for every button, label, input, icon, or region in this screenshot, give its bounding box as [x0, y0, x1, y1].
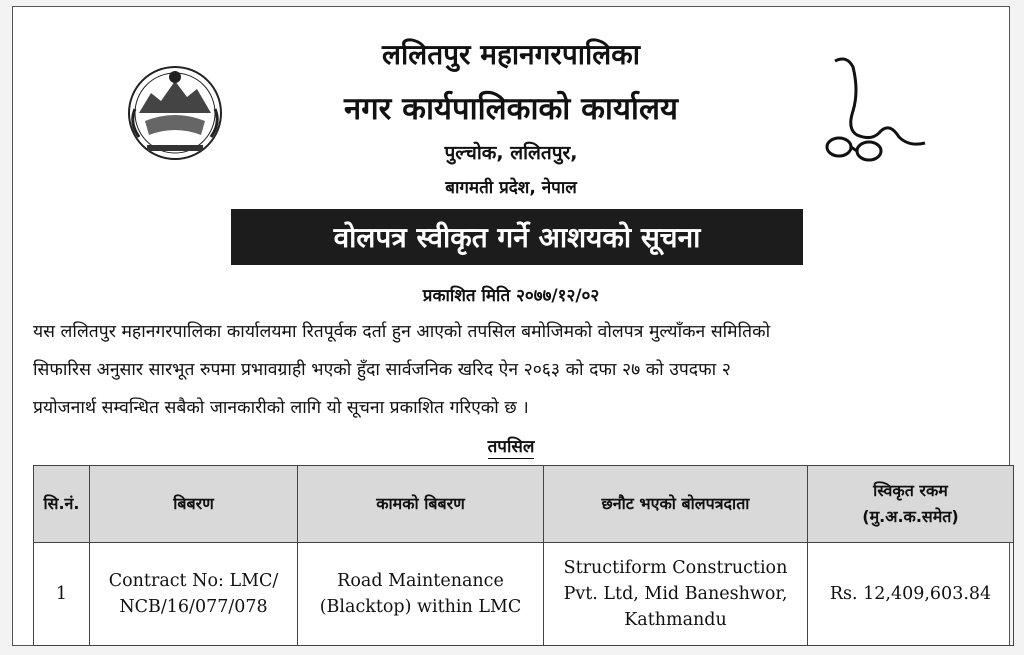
col-header-sn: सि.नं. — [34, 466, 90, 543]
award-table — [33, 465, 1014, 646]
cell-sn: 1 — [34, 543, 90, 646]
cell-work: Road Maintenance (Blacktop) within LMC — [298, 543, 544, 646]
table-header-row — [34, 466, 1014, 543]
table-row — [34, 543, 1014, 646]
published-date: प्रकाशित मिति २०७७/१२/०२ — [422, 286, 600, 306]
notice-page — [12, 6, 1010, 646]
schedule-label: तपसिल — [487, 437, 535, 457]
office-province: बागमती प्रदेश, नेपाल — [445, 178, 577, 198]
col-header-selected-bidder: छनौट भएको बोलपत्रदाता — [544, 466, 808, 543]
cell-contract: Contract No: LMC/ NCB/16/077/078 — [90, 543, 298, 646]
notice-title-banner: वोलपत्र स्वीकृत गर्ने आशयको सूचना — [231, 209, 803, 265]
body-line: यस ललितपुर महानगरपालिका कार्यालयमा रितपूर्वक दर्ता हुन आएको तपसिल बमोजिमको वोलपत्र मुल्याँकन समितिको — [33, 322, 771, 342]
body-line: सिफारिस अनुसार सारभूत रुपमा प्रभावग्राही भएको हुँदा सार्वजनिक खरिद ऐन २०६३ को दफा २७ को उपदफा २ — [33, 360, 731, 380]
body-line: प्रयोजनार्थ सम्वन्धित सबैको जानकारीको लागि यो सूचना प्रकाशित गरिएको छ । — [33, 398, 529, 418]
col-header-work-description: कामको बिबरण — [298, 466, 544, 543]
cell-amount: Rs. 12,409,603.84 — [808, 543, 1014, 646]
col-header-description: बिबरण — [90, 466, 298, 543]
office-location: पुल्चोक, ललितपुर, — [444, 142, 578, 164]
notice-body — [33, 313, 1003, 427]
municipality-name: ललितपुर महानगरपालिका — [381, 38, 641, 71]
col-header-approved-amount: स्विकृत रकम (मु.अ.क.समेत) — [808, 466, 1014, 543]
office-name: नगर कार्यपालिकाको कार्यालय — [344, 91, 678, 127]
cell-bidder: Structiform Construction Pvt. Ltd, Mid Baneshwor, Kathmandu — [544, 543, 808, 646]
